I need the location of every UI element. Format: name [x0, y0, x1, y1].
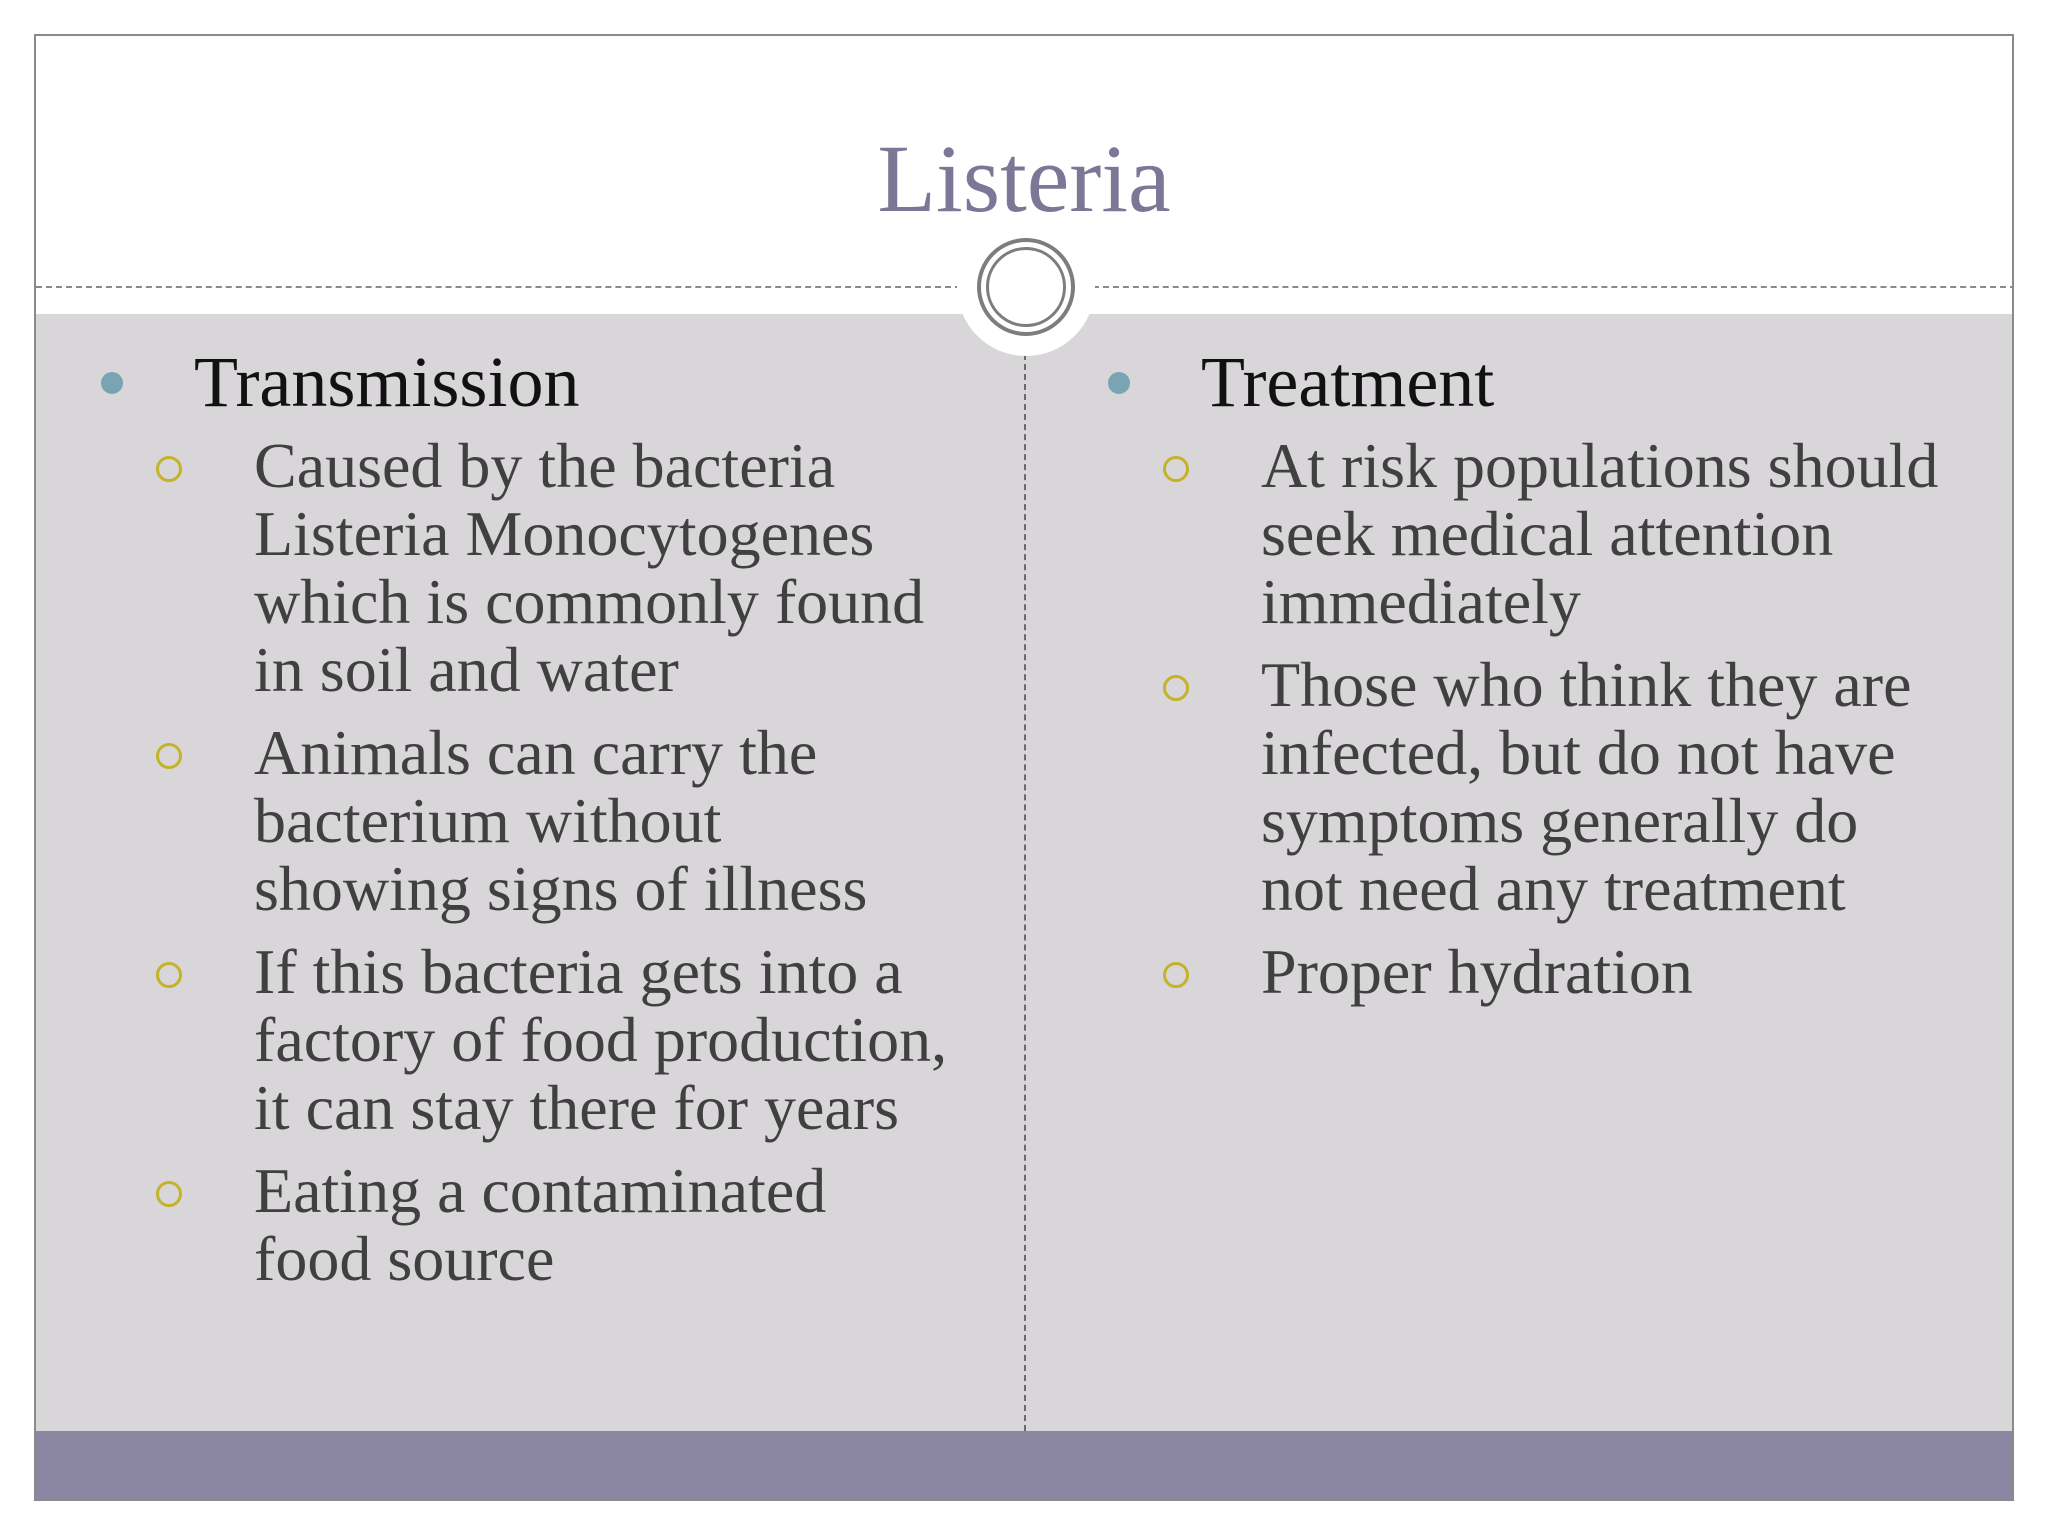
- list-item-line: Caused by the bacteria: [254, 430, 836, 501]
- list-item: [1098, 432, 1998, 636]
- list-item-line: Proper hydration: [1261, 936, 1693, 1007]
- list-item: [1098, 651, 1998, 923]
- treatment-column: [1098, 342, 1998, 1021]
- list-item: [91, 432, 991, 704]
- transmission-heading: [91, 342, 991, 422]
- list-item-line: seek medical attention: [1261, 498, 1834, 569]
- bullet-ring-icon: [156, 1181, 182, 1207]
- list-item: [91, 938, 991, 1142]
- bullet-ring-icon: [156, 743, 182, 769]
- list-item-line: showing signs of illness: [254, 853, 868, 924]
- list-item-line: If this bacteria gets into a: [254, 936, 903, 1007]
- slide: [34, 34, 2014, 1501]
- list-item-line: in soil and water: [254, 634, 679, 705]
- list-item-line: it can stay there for years: [254, 1072, 900, 1143]
- column-divider: [1024, 354, 1026, 1431]
- title-divider-right: [1093, 286, 2014, 288]
- list-item-line: infected, but do not have: [1261, 717, 1896, 788]
- bullet-ring-icon: [156, 456, 182, 482]
- list-item-line: Eating a contaminated: [254, 1155, 827, 1226]
- title-divider-left: [36, 286, 961, 288]
- list-item-line: Those who think they are: [1261, 649, 1912, 720]
- list-item-line: At risk populations should: [1261, 430, 1939, 501]
- bullet-ring-icon: [1163, 456, 1189, 482]
- treatment-heading-text: Treatment: [1201, 342, 1495, 422]
- slide-title: Listeria: [877, 125, 1171, 232]
- transmission-list: [91, 432, 991, 1293]
- bullet-ring-icon: [1163, 675, 1189, 701]
- list-item-line: factory of food production,: [254, 1004, 948, 1075]
- bullet-dot-icon: [1108, 372, 1130, 394]
- list-item-line: Listeria Monocytogenes: [254, 498, 875, 569]
- treatment-list: [1098, 432, 1998, 1006]
- list-item: [1098, 938, 1998, 1006]
- bullet-ring-icon: [1163, 962, 1189, 988]
- list-item-line: symptoms generally do: [1261, 785, 1859, 856]
- transmission-column: [91, 342, 991, 1308]
- list-item-line: bacterium without: [254, 785, 722, 856]
- footer-bar: [36, 1431, 2012, 1501]
- treatment-heading: [1098, 342, 1998, 422]
- transmission-heading-text: Transmission: [194, 342, 580, 422]
- list-item-line: not need any treatment: [1261, 853, 1846, 924]
- list-item: [91, 1157, 991, 1293]
- bullet-dot-icon: [101, 372, 123, 394]
- ornament-ring-inner: [986, 247, 1066, 327]
- list-item: [91, 719, 991, 923]
- list-item-line: immediately: [1261, 566, 1581, 637]
- list-item-line: which is commonly found: [254, 566, 925, 637]
- list-item-line: food source: [254, 1223, 555, 1294]
- list-item-line: Animals can carry the: [254, 717, 818, 788]
- bullet-ring-icon: [156, 962, 182, 988]
